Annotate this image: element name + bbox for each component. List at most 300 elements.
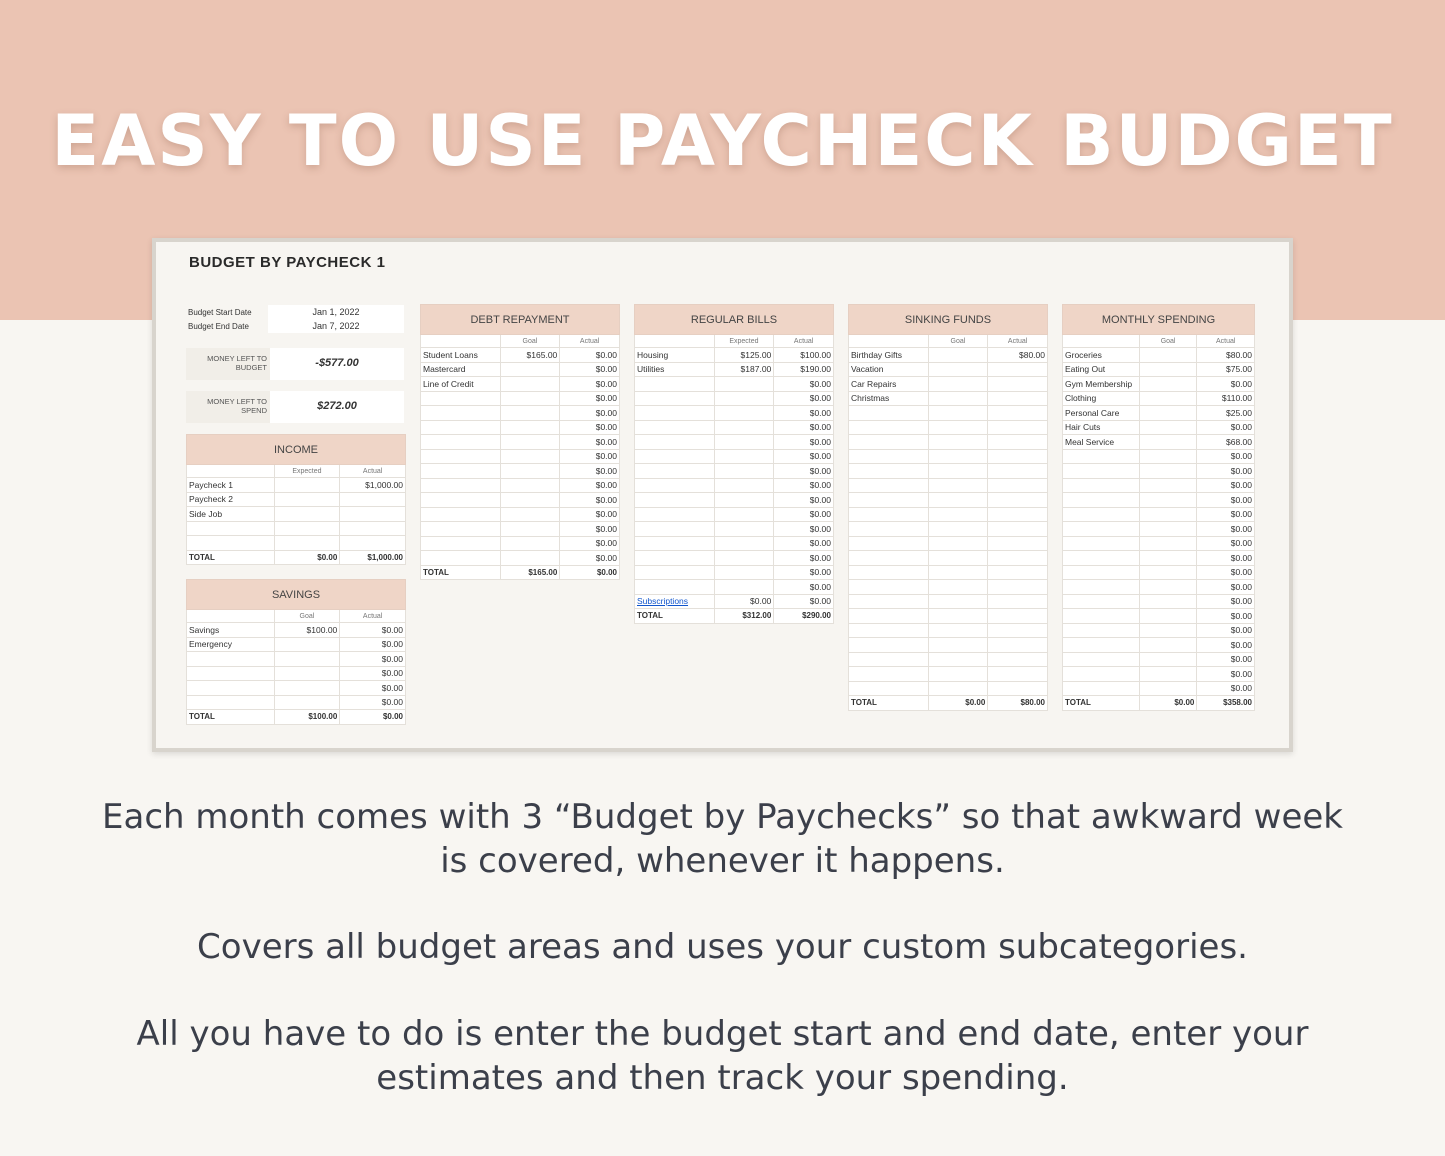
row-goal[interactable] bbox=[928, 638, 988, 653]
row-actual[interactable]: $75.00 bbox=[1197, 362, 1255, 377]
table-row bbox=[421, 478, 620, 493]
row-category[interactable]: Mastercard bbox=[421, 362, 501, 377]
row-actual[interactable]: $0.00 bbox=[560, 551, 620, 566]
row-goal[interactable] bbox=[274, 637, 340, 652]
row-category[interactable] bbox=[1063, 638, 1140, 653]
row-goal[interactable] bbox=[1139, 565, 1197, 580]
table-row bbox=[849, 551, 1048, 566]
column-header: Expected bbox=[714, 335, 774, 348]
table-row bbox=[849, 391, 1048, 406]
row-actual[interactable] bbox=[988, 638, 1048, 653]
row-actual[interactable]: $0.00 bbox=[560, 391, 620, 406]
row-goal[interactable] bbox=[928, 406, 988, 421]
row-actual[interactable]: $0.00 bbox=[560, 493, 620, 508]
row-category[interactable]: Meal Service bbox=[1063, 435, 1140, 450]
row-goal[interactable] bbox=[928, 507, 988, 522]
row-category[interactable] bbox=[421, 420, 501, 435]
row-goal[interactable] bbox=[1139, 449, 1197, 464]
row-category[interactable] bbox=[635, 493, 715, 508]
row-actual[interactable] bbox=[988, 377, 1048, 392]
row-category[interactable]: Student Loans bbox=[421, 348, 501, 363]
row-actual[interactable]: $0.00 bbox=[1197, 493, 1255, 508]
row-goal[interactable] bbox=[500, 507, 560, 522]
row-category[interactable] bbox=[849, 464, 929, 479]
monthly-spending-table bbox=[1062, 304, 1255, 711]
row-actual[interactable]: $0.00 bbox=[340, 652, 406, 667]
row-category[interactable] bbox=[635, 580, 715, 595]
row-actual[interactable] bbox=[988, 623, 1048, 638]
row-actual[interactable]: $0.00 bbox=[1197, 522, 1255, 537]
row-goal[interactable]: $165.00 bbox=[500, 348, 560, 363]
row-goal[interactable] bbox=[928, 377, 988, 392]
row-actual[interactable] bbox=[988, 464, 1048, 479]
row-goal[interactable] bbox=[714, 522, 774, 537]
row-actual[interactable] bbox=[988, 536, 1048, 551]
row-goal[interactable] bbox=[714, 435, 774, 450]
row-actual[interactable] bbox=[988, 406, 1048, 421]
row-goal[interactable] bbox=[714, 551, 774, 566]
row-category[interactable]: Gym Membership bbox=[1063, 377, 1140, 392]
row-goal[interactable] bbox=[500, 406, 560, 421]
row-goal[interactable] bbox=[1139, 464, 1197, 479]
row-goal[interactable] bbox=[714, 449, 774, 464]
row-category[interactable]: Paycheck 2 bbox=[187, 492, 275, 507]
row-goal[interactable] bbox=[274, 536, 340, 551]
row-actual[interactable]: $0.00 bbox=[1197, 667, 1255, 682]
row-goal[interactable] bbox=[928, 420, 988, 435]
row-category[interactable] bbox=[187, 666, 275, 681]
row-actual[interactable]: $25.00 bbox=[1197, 406, 1255, 421]
row-actual[interactable] bbox=[988, 580, 1048, 595]
row-actual[interactable]: $0.00 bbox=[1197, 478, 1255, 493]
row-actual[interactable]: $1,000.00 bbox=[340, 478, 406, 493]
row-category[interactable] bbox=[849, 638, 929, 653]
row-actual[interactable]: $0.00 bbox=[1197, 565, 1255, 580]
row-category[interactable] bbox=[1063, 493, 1140, 508]
row-category[interactable] bbox=[635, 536, 715, 551]
row-category[interactable] bbox=[421, 493, 501, 508]
row-category[interactable] bbox=[849, 522, 929, 537]
row-category[interactable] bbox=[849, 493, 929, 508]
row-goal[interactable] bbox=[500, 420, 560, 435]
row-category[interactable]: Christmas bbox=[849, 391, 929, 406]
row-category[interactable] bbox=[849, 449, 929, 464]
row-category[interactable] bbox=[1063, 623, 1140, 638]
row-goal[interactable] bbox=[714, 478, 774, 493]
row-goal[interactable] bbox=[714, 565, 774, 580]
row-goal[interactable] bbox=[500, 362, 560, 377]
row-goal[interactable]: $125.00 bbox=[714, 348, 774, 363]
row-goal[interactable] bbox=[500, 551, 560, 566]
row-actual[interactable] bbox=[988, 507, 1048, 522]
row-goal[interactable] bbox=[714, 536, 774, 551]
row-goal[interactable] bbox=[274, 521, 340, 536]
row-actual[interactable]: $0.00 bbox=[1197, 551, 1255, 566]
row-actual[interactable]: $0.00 bbox=[774, 493, 834, 508]
row-category[interactable] bbox=[849, 435, 929, 450]
row-actual[interactable] bbox=[988, 478, 1048, 493]
row-actual[interactable]: $0.00 bbox=[1197, 377, 1255, 392]
row-actual[interactable]: $0.00 bbox=[340, 695, 406, 710]
row-goal[interactable] bbox=[714, 420, 774, 435]
row-category[interactable] bbox=[635, 435, 715, 450]
row-goal[interactable] bbox=[928, 652, 988, 667]
row-actual[interactable]: $190.00 bbox=[774, 362, 834, 377]
row-category[interactable]: Vacation bbox=[849, 362, 929, 377]
row-actual[interactable]: $0.00 bbox=[1197, 507, 1255, 522]
row-actual[interactable]: $0.00 bbox=[560, 435, 620, 450]
row-actual[interactable]: $0.00 bbox=[774, 391, 834, 406]
table-title: SAVINGS bbox=[187, 580, 406, 610]
table-row bbox=[421, 536, 620, 551]
row-goal[interactable] bbox=[928, 522, 988, 537]
row-actual[interactable] bbox=[340, 507, 406, 522]
row-goal[interactable] bbox=[1139, 377, 1197, 392]
row-goal[interactable] bbox=[1139, 406, 1197, 421]
row-goal[interactable] bbox=[500, 391, 560, 406]
row-actual[interactable] bbox=[988, 609, 1048, 624]
row-actual[interactable]: $0.00 bbox=[1197, 580, 1255, 595]
row-category[interactable]: Clothing bbox=[1063, 391, 1140, 406]
row-actual[interactable]: $0.00 bbox=[340, 666, 406, 681]
row-category[interactable]: Eating Out bbox=[1063, 362, 1140, 377]
row-actual[interactable]: $0.00 bbox=[774, 435, 834, 450]
row-actual[interactable]: $0.00 bbox=[340, 681, 406, 696]
row-actual[interactable] bbox=[988, 551, 1048, 566]
row-category[interactable] bbox=[849, 594, 929, 609]
row-goal[interactable]: $187.00 bbox=[714, 362, 774, 377]
row-category[interactable] bbox=[849, 420, 929, 435]
row-actual[interactable]: $0.00 bbox=[1197, 623, 1255, 638]
row-goal[interactable] bbox=[1139, 551, 1197, 566]
row-actual[interactable]: $0.00 bbox=[560, 449, 620, 464]
row-category[interactable] bbox=[421, 522, 501, 537]
row-category[interactable] bbox=[635, 449, 715, 464]
row-category[interactable] bbox=[1063, 681, 1140, 696]
row-category[interactable] bbox=[421, 536, 501, 551]
row-category[interactable] bbox=[849, 652, 929, 667]
column-header-blank bbox=[187, 610, 275, 623]
row-actual[interactable]: $0.00 bbox=[560, 464, 620, 479]
row-category[interactable] bbox=[635, 406, 715, 421]
row-actual[interactable]: $0.00 bbox=[1197, 681, 1255, 696]
row-goal[interactable] bbox=[928, 362, 988, 377]
row-actual[interactable] bbox=[988, 667, 1048, 682]
row-category[interactable] bbox=[187, 652, 275, 667]
row-actual[interactable]: $0.00 bbox=[774, 377, 834, 392]
row-category[interactable]: Groceries bbox=[1063, 348, 1140, 363]
row-goal[interactable] bbox=[1139, 623, 1197, 638]
row-actual[interactable]: $0.00 bbox=[340, 623, 406, 638]
row-goal[interactable]: $100.00 bbox=[274, 623, 340, 638]
row-actual[interactable]: $0.00 bbox=[340, 637, 406, 652]
row-goal[interactable] bbox=[1139, 420, 1197, 435]
row-goal[interactable] bbox=[274, 652, 340, 667]
row-actual[interactable]: $0.00 bbox=[774, 507, 834, 522]
row-actual[interactable] bbox=[988, 652, 1048, 667]
row-actual[interactable]: $0.00 bbox=[1197, 609, 1255, 624]
row-category[interactable]: Line of Credit bbox=[421, 377, 501, 392]
row-category[interactable] bbox=[187, 695, 275, 710]
row-category[interactable] bbox=[849, 536, 929, 551]
row-actual[interactable]: $80.00 bbox=[988, 348, 1048, 363]
row-goal[interactable] bbox=[1139, 362, 1197, 377]
row-goal[interactable] bbox=[928, 391, 988, 406]
row-category[interactable] bbox=[635, 551, 715, 566]
row-actual[interactable]: $0.00 bbox=[560, 420, 620, 435]
column-header-row bbox=[635, 335, 834, 348]
row-category[interactable] bbox=[849, 406, 929, 421]
row-goal[interactable] bbox=[714, 493, 774, 508]
row-goal[interactable] bbox=[500, 478, 560, 493]
row-category[interactable] bbox=[187, 521, 275, 536]
row-category[interactable] bbox=[635, 464, 715, 479]
spreadsheet-screenshot bbox=[152, 238, 1293, 752]
row-category[interactable] bbox=[1063, 667, 1140, 682]
row-actual[interactable]: $0.00 bbox=[1197, 638, 1255, 653]
row-goal[interactable] bbox=[274, 507, 340, 522]
row-category[interactable] bbox=[849, 565, 929, 580]
table-row bbox=[187, 666, 406, 681]
row-category[interactable] bbox=[849, 681, 929, 696]
row-actual[interactable]: $0.00 bbox=[560, 362, 620, 377]
total-label: TOTAL bbox=[635, 609, 715, 624]
row-goal[interactable] bbox=[1139, 522, 1197, 537]
row-actual[interactable]: $0.00 bbox=[774, 536, 834, 551]
row-category[interactable] bbox=[421, 478, 501, 493]
row-goal[interactable] bbox=[274, 666, 340, 681]
row-category[interactable] bbox=[849, 507, 929, 522]
row-goal[interactable] bbox=[928, 594, 988, 609]
row-category[interactable] bbox=[1063, 652, 1140, 667]
row-actual[interactable] bbox=[988, 420, 1048, 435]
row-goal[interactable] bbox=[500, 493, 560, 508]
row-actual[interactable]: $0.00 bbox=[560, 522, 620, 537]
row-goal[interactable] bbox=[928, 464, 988, 479]
row-actual[interactable]: $0.00 bbox=[1197, 536, 1255, 551]
row-goal[interactable] bbox=[1139, 681, 1197, 696]
row-actual[interactable]: $0.00 bbox=[560, 348, 620, 363]
row-actual[interactable] bbox=[988, 565, 1048, 580]
row-goal[interactable] bbox=[714, 406, 774, 421]
row-goal[interactable] bbox=[714, 580, 774, 595]
row-goal[interactable] bbox=[500, 377, 560, 392]
table-row bbox=[421, 464, 620, 479]
row-goal[interactable] bbox=[928, 493, 988, 508]
row-actual[interactable]: $0.00 bbox=[1197, 464, 1255, 479]
row-actual[interactable] bbox=[988, 522, 1048, 537]
row-category[interactable]: Birthday Gifts bbox=[849, 348, 929, 363]
row-goal[interactable] bbox=[714, 464, 774, 479]
row-goal[interactable] bbox=[928, 551, 988, 566]
row-category[interactable] bbox=[635, 391, 715, 406]
row-category[interactable] bbox=[1063, 551, 1140, 566]
row-goal[interactable] bbox=[500, 464, 560, 479]
row-actual[interactable]: $68.00 bbox=[1197, 435, 1255, 450]
row-actual[interactable] bbox=[988, 449, 1048, 464]
row-goal[interactable] bbox=[1139, 348, 1197, 363]
row-category[interactable]: Housing bbox=[635, 348, 715, 363]
row-category[interactable]: Personal Care bbox=[1063, 406, 1140, 421]
row-category[interactable] bbox=[421, 435, 501, 450]
row-category[interactable] bbox=[421, 464, 501, 479]
row-goal[interactable] bbox=[928, 609, 988, 624]
row-goal[interactable] bbox=[500, 522, 560, 537]
row-category[interactable] bbox=[1063, 507, 1140, 522]
row-actual[interactable] bbox=[988, 435, 1048, 450]
row-category[interactable] bbox=[421, 391, 501, 406]
row-goal[interactable] bbox=[1139, 493, 1197, 508]
end-date-input[interactable]: Jan 7, 2022 bbox=[268, 319, 404, 333]
row-goal[interactable] bbox=[928, 435, 988, 450]
row-category[interactable] bbox=[635, 377, 715, 392]
row-actual[interactable] bbox=[340, 536, 406, 551]
row-actual[interactable] bbox=[988, 391, 1048, 406]
row-actual[interactable] bbox=[988, 594, 1048, 609]
row-goal[interactable] bbox=[274, 478, 340, 493]
row-category[interactable] bbox=[849, 580, 929, 595]
start-date-input[interactable]: Jan 1, 2022 bbox=[268, 305, 404, 319]
table-row bbox=[849, 652, 1048, 667]
row-category[interactable] bbox=[635, 507, 715, 522]
row-goal[interactable] bbox=[928, 565, 988, 580]
row-category[interactable] bbox=[421, 449, 501, 464]
row-category[interactable]: Emergency bbox=[187, 637, 275, 652]
row-goal[interactable] bbox=[928, 580, 988, 595]
row-goal[interactable] bbox=[1139, 507, 1197, 522]
row-actual[interactable] bbox=[340, 521, 406, 536]
row-category[interactable] bbox=[1063, 536, 1140, 551]
table-row bbox=[635, 377, 834, 392]
row-category[interactable] bbox=[1063, 478, 1140, 493]
row-category[interactable] bbox=[421, 551, 501, 566]
row-category[interactable]: Utilities bbox=[635, 362, 715, 377]
row-category[interactable]: Hair Cuts bbox=[1063, 420, 1140, 435]
row-actual[interactable]: $0.00 bbox=[774, 580, 834, 595]
row-category[interactable] bbox=[635, 565, 715, 580]
row-actual[interactable]: $0.00 bbox=[560, 406, 620, 421]
row-actual[interactable]: $80.00 bbox=[1197, 348, 1255, 363]
row-goal[interactable] bbox=[928, 449, 988, 464]
row-actual[interactable]: $0.00 bbox=[774, 464, 834, 479]
row-category[interactable] bbox=[635, 478, 715, 493]
row-category[interactable]: Side Job bbox=[187, 507, 275, 522]
row-goal[interactable] bbox=[928, 623, 988, 638]
row-goal[interactable] bbox=[1139, 594, 1197, 609]
row-goal[interactable] bbox=[274, 681, 340, 696]
row-category[interactable] bbox=[1063, 609, 1140, 624]
row-actual[interactable]: $0.00 bbox=[774, 565, 834, 580]
row-category[interactable] bbox=[849, 478, 929, 493]
table-row bbox=[635, 406, 834, 421]
row-actual[interactable] bbox=[988, 493, 1048, 508]
table-row bbox=[849, 478, 1048, 493]
table-row bbox=[421, 420, 620, 435]
row-goal[interactable] bbox=[714, 391, 774, 406]
row-goal[interactable] bbox=[1139, 536, 1197, 551]
row-goal[interactable] bbox=[928, 681, 988, 696]
table-row bbox=[1063, 638, 1255, 653]
row-actual[interactable]: $0.00 bbox=[1197, 420, 1255, 435]
subscriptions-link[interactable]: Subscriptions bbox=[635, 594, 715, 609]
row-category[interactable]: Car Repairs bbox=[849, 377, 929, 392]
row-goal[interactable] bbox=[1139, 580, 1197, 595]
row-actual[interactable] bbox=[988, 362, 1048, 377]
row-actual[interactable]: $100.00 bbox=[774, 348, 834, 363]
row-actual[interactable] bbox=[340, 492, 406, 507]
row-actual[interactable]: $110.00 bbox=[1197, 391, 1255, 406]
row-actual[interactable] bbox=[988, 681, 1048, 696]
row-actual[interactable]: $0.00 bbox=[560, 377, 620, 392]
row-category[interactable] bbox=[187, 681, 275, 696]
row-actual[interactable]: $0.00 bbox=[560, 507, 620, 522]
row-actual[interactable]: $0.00 bbox=[560, 536, 620, 551]
row-goal[interactable] bbox=[928, 348, 988, 363]
row-category[interactable] bbox=[849, 551, 929, 566]
row-category[interactable] bbox=[1063, 594, 1140, 609]
row-category[interactable] bbox=[849, 609, 929, 624]
row-category[interactable] bbox=[421, 406, 501, 421]
row-actual[interactable]: $0.00 bbox=[1197, 594, 1255, 609]
row-category[interactable]: Paycheck 1 bbox=[187, 478, 275, 493]
row-category[interactable] bbox=[635, 420, 715, 435]
row-goal[interactable] bbox=[928, 667, 988, 682]
row-goal[interactable] bbox=[1139, 638, 1197, 653]
row-goal[interactable] bbox=[274, 492, 340, 507]
row-category[interactable] bbox=[421, 507, 501, 522]
row-goal[interactable] bbox=[1139, 391, 1197, 406]
row-actual[interactable]: $0.00 bbox=[774, 478, 834, 493]
row-goal[interactable] bbox=[274, 695, 340, 710]
row-actual[interactable]: $0.00 bbox=[774, 551, 834, 566]
row-actual[interactable]: $0.00 bbox=[774, 420, 834, 435]
table-row bbox=[1063, 522, 1255, 537]
row-goal[interactable] bbox=[714, 377, 774, 392]
table-row bbox=[187, 521, 406, 536]
row-goal[interactable] bbox=[1139, 652, 1197, 667]
row-goal[interactable] bbox=[1139, 478, 1197, 493]
row-goal[interactable] bbox=[1139, 609, 1197, 624]
row-goal[interactable] bbox=[500, 536, 560, 551]
row-category[interactable] bbox=[1063, 449, 1140, 464]
row-goal[interactable] bbox=[1139, 667, 1197, 682]
row-category[interactable] bbox=[635, 522, 715, 537]
sinking-funds-table bbox=[848, 304, 1048, 711]
row-actual[interactable]: $0.00 bbox=[560, 478, 620, 493]
row-category[interactable] bbox=[1063, 464, 1140, 479]
row-goal[interactable] bbox=[928, 478, 988, 493]
row-goal[interactable] bbox=[500, 435, 560, 450]
row-actual[interactable]: $0.00 bbox=[774, 449, 834, 464]
row-category[interactable] bbox=[849, 623, 929, 638]
row-actual[interactable]: $0.00 bbox=[774, 522, 834, 537]
row-actual[interactable]: $0.00 bbox=[774, 406, 834, 421]
row-category[interactable] bbox=[849, 667, 929, 682]
row-goal[interactable] bbox=[500, 449, 560, 464]
row-actual[interactable]: $0.00 bbox=[1197, 449, 1255, 464]
row-category[interactable] bbox=[1063, 580, 1140, 595]
row-category[interactable]: Savings bbox=[187, 623, 275, 638]
row-goal[interactable] bbox=[1139, 435, 1197, 450]
row-actual[interactable]: $0.00 bbox=[1197, 652, 1255, 667]
row-goal[interactable] bbox=[928, 536, 988, 551]
row-goal[interactable] bbox=[714, 507, 774, 522]
row-category[interactable] bbox=[1063, 565, 1140, 580]
column-header: Actual bbox=[340, 465, 406, 478]
table-row bbox=[1063, 681, 1255, 696]
row-category[interactable] bbox=[1063, 522, 1140, 537]
row-category[interactable] bbox=[187, 536, 275, 551]
